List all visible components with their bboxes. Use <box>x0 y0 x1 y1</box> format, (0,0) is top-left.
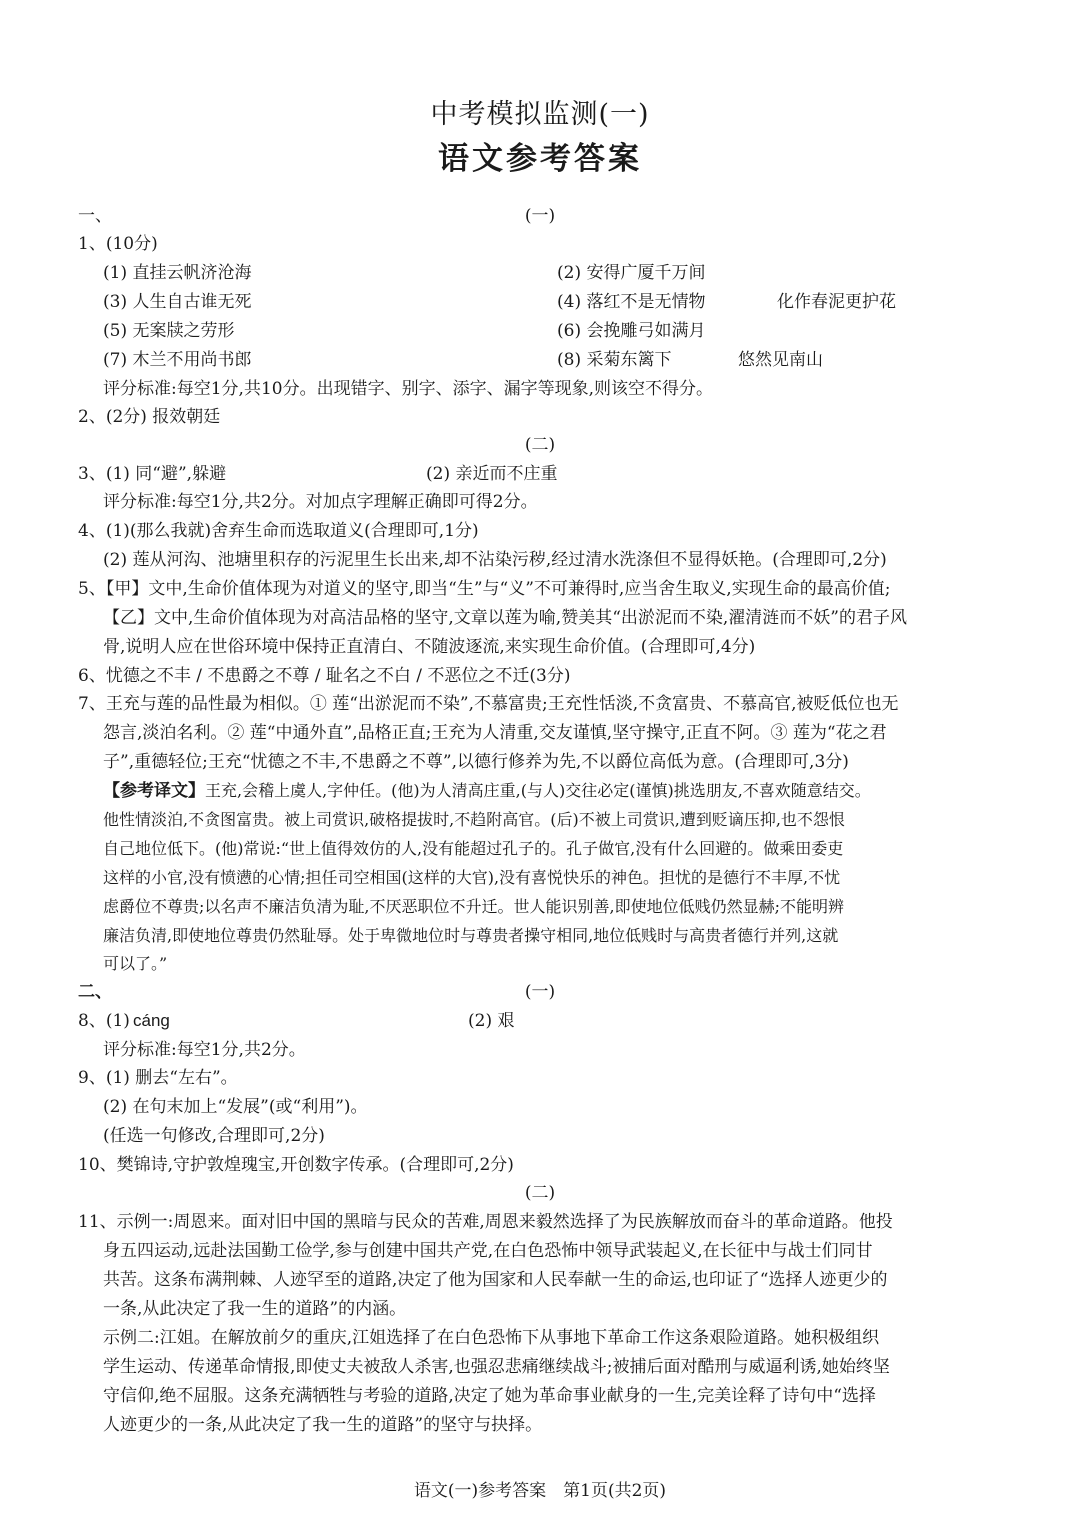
q1-answer-4b: 化作春泥更护花 <box>777 292 896 312</box>
q3-scoring-rule: 评分标准:每空1分,共2分。对加点字理解正确即可得2分。 <box>103 492 538 512</box>
part1-section2-label: (二) <box>524 435 556 455</box>
q5-line: 5、【甲】文中,生命价值体现为对道义的坚守,即当“生”与“义”不可兼得时,应当舍生取义,实现生命的最高价值; <box>78 579 891 599</box>
q7-line: 怨言,淡泊名利。② 莲“中通外直”,品格正直;王充为人清重,交友谨慎,坚守操守,正直不阿。③ 莲为“花之君 <box>103 723 887 743</box>
translation-line: 这样的小官,没有愤懑的心情;担任司空相国(这样的大官),没有喜悦快乐的神色。担忧的是德行不丰厚,不忧 <box>103 868 841 887</box>
page-footer: 语文(一)参考答案 第1页(共2页) <box>413 1481 667 1501</box>
q4-answer-2: (2) 莲从河沟、池塘里积存的污泥里生长出来,却不沾染污秽,经过清水洗涤但不显得妖艳。(合理即可,2分) <box>103 550 887 570</box>
q1-answer-1: (1) 直挂云帆济沧海 <box>103 263 252 283</box>
q9-answer-2: (2) 在句末加上“发展”(或“利用”)。 <box>103 1097 368 1117</box>
document-title: 语文参考答案 <box>438 141 642 177</box>
q3-answer-2: (2) 亲近而不庄重 <box>426 464 558 484</box>
q3-answer-1: 3、(1) 同“避”,躲避 <box>78 464 227 484</box>
q7-line: 7、王充与莲的品性最为相似。① 莲“出淤泥而不染”,不慕富贵;王充性恬淡,不贪富贵、不慕高官,被贬低位也无 <box>78 694 899 714</box>
q5-line: 骨,说明人应在世俗环境中保持正直清白、不随波逐流,来实现生命价值。(合理即可,4分) <box>103 637 756 657</box>
translation-line: 自己地位低下。(他)常说:“世上值得效仿的人,没有能超过孔子的。孔子做官,没有什么回避的。做乘田委吏 <box>103 839 844 858</box>
translation-line: 他性情淡泊,不贪图富贵。被上司赏识,破格提拔时,不趋附高官。(后)不被上司赏识,遭到贬谪压抑,也不怨恨 <box>103 810 845 829</box>
q2-answer: 2、(2分) 报效朝廷 <box>78 407 221 427</box>
translation-line: 可以了。” <box>103 954 168 973</box>
q1-answer-4: (4) 落红不是无情物 <box>557 292 706 312</box>
q1-answer-6: (6) 会挽雕弓如满月 <box>557 321 706 341</box>
part2-section2-label: (二) <box>524 1183 556 1203</box>
q11-example2-line: 学生运动、传递革命情报,即使丈夫被敌人杀害,也强忍悲痛继续战斗;被捕后面对酷刑与威逼利诱,她始终坚 <box>103 1357 890 1377</box>
q10-answer: 10、樊锦诗,守护敦煌瑰宝,开创数字传承。(合理即可,2分) <box>78 1155 514 1175</box>
q7-line: 子”,重德轻位;王充“忧德之不丰,不患爵之不尊”,以德行修养为先,不以爵位高低为意。(合理即可,3分) <box>103 752 849 772</box>
part1-label: 一、 <box>78 206 112 226</box>
q8-pinyin: cáng <box>133 1011 170 1030</box>
q11-example1-line: 一条,从此决定了我一生的道路”的内涵。 <box>103 1299 407 1319</box>
q1-answer-3: (3) 人生自古谁无死 <box>103 292 252 312</box>
q1-answer-8: (8) 采菊东篱下 <box>557 350 672 370</box>
q11-example1-line: 身五四运动,远赴法国勤工俭学,参与创建中国共产党,在白色恐怖中领导武装起义,在长征中与战士们同甘 <box>103 1241 873 1261</box>
q11-example1-line: 11、示例一:周恩来。面对旧中国的黑暗与民众的苦难,周恩来毅然选择了为民族解放而奋斗的革命道路。他投 <box>78 1212 893 1232</box>
translation-label: 【参考译文】 <box>103 781 205 801</box>
part2-label: 二、 <box>78 982 112 1002</box>
q1-answer-5: (5) 无案牍之劳形 <box>103 321 235 341</box>
q11-example1-line: 共苦。这条布满荆棘、人迹罕至的道路,决定了他为国家和人民奉献一生的命运,也印证了“选择人迹更少的 <box>103 1270 888 1290</box>
translation-line: 廉洁负清,即使地位尊贵仍然耻辱。处于卑微地位时与尊贵者操守相同,地位低贱时与高贵者德行并列,这就 <box>103 926 839 945</box>
q8-answer-2: (2) 艰 <box>468 1011 515 1031</box>
translation-line: 虑爵位不尊贵;以名声不廉洁负清为耻,不厌恶职位不升迁。世人能识别善,即使地位低贱仍然显赫;不能明辨 <box>103 897 844 916</box>
translation-line: 王充,会稽上虞人,字仲任。(他)为人清高庄重,(与人)交往必定(谨慎)挑选朋友,不喜欢随意结交。 <box>205 781 871 800</box>
q1-scoring-rule: 评分标准:每空1分,共10分。出现错字、别字、添字、漏字等现象,则该空不得分。 <box>103 379 713 399</box>
q4-answer-1: 4、(1)(那么我就)舍弃生命而选取道义(合理即可,1分) <box>78 521 479 541</box>
q6-answer: 6、忧德之不丰 / 不患爵之不尊 / 耻名之不白 / 不恶位之不迁(3分) <box>78 666 571 686</box>
q8-answer-1: 8、(1) <box>78 1011 130 1031</box>
part2-section1-label: (一) <box>524 982 556 1002</box>
q11-example2-line: 人迹更少的一条,从此决定了我一生的道路”的坚守与抉择。 <box>103 1415 543 1435</box>
q11-example2-line: 示例二:江姐。在解放前夕的重庆,江姐选择了在白色恐怖下从事地下革命工作这条艰险道路。她积极组织 <box>103 1328 880 1348</box>
q9-note: (任选一句修改,合理即可,2分) <box>103 1126 325 1146</box>
q9-answer-1: 9、(1) 删去“左右”。 <box>78 1068 238 1088</box>
q8-scoring-rule: 评分标准:每空1分,共2分。 <box>103 1040 306 1060</box>
exam-title: 中考模拟监测(一) <box>430 99 650 130</box>
q1-answer-8b: 悠然见南山 <box>738 350 823 370</box>
q1-answer-2: (2) 安得广厦千万间 <box>557 263 706 283</box>
q1-heading: 1、(10分) <box>78 234 158 254</box>
part1-section1-label: (一) <box>524 206 556 226</box>
q11-example2-line: 守信仰,绝不屈服。这条充满牺牲与考验的道路,决定了她为革命事业献身的一生,完美诠释了诗句中“选择 <box>103 1386 876 1406</box>
q1-answer-7: (7) 木兰不用尚书郎 <box>103 350 252 370</box>
q5-line: 【乙】文中,生命价值体现为对高洁品格的坚守,文章以莲为喻,赞美其“出淤泥而不染,濯清涟而不妖”的君子风 <box>103 608 907 628</box>
